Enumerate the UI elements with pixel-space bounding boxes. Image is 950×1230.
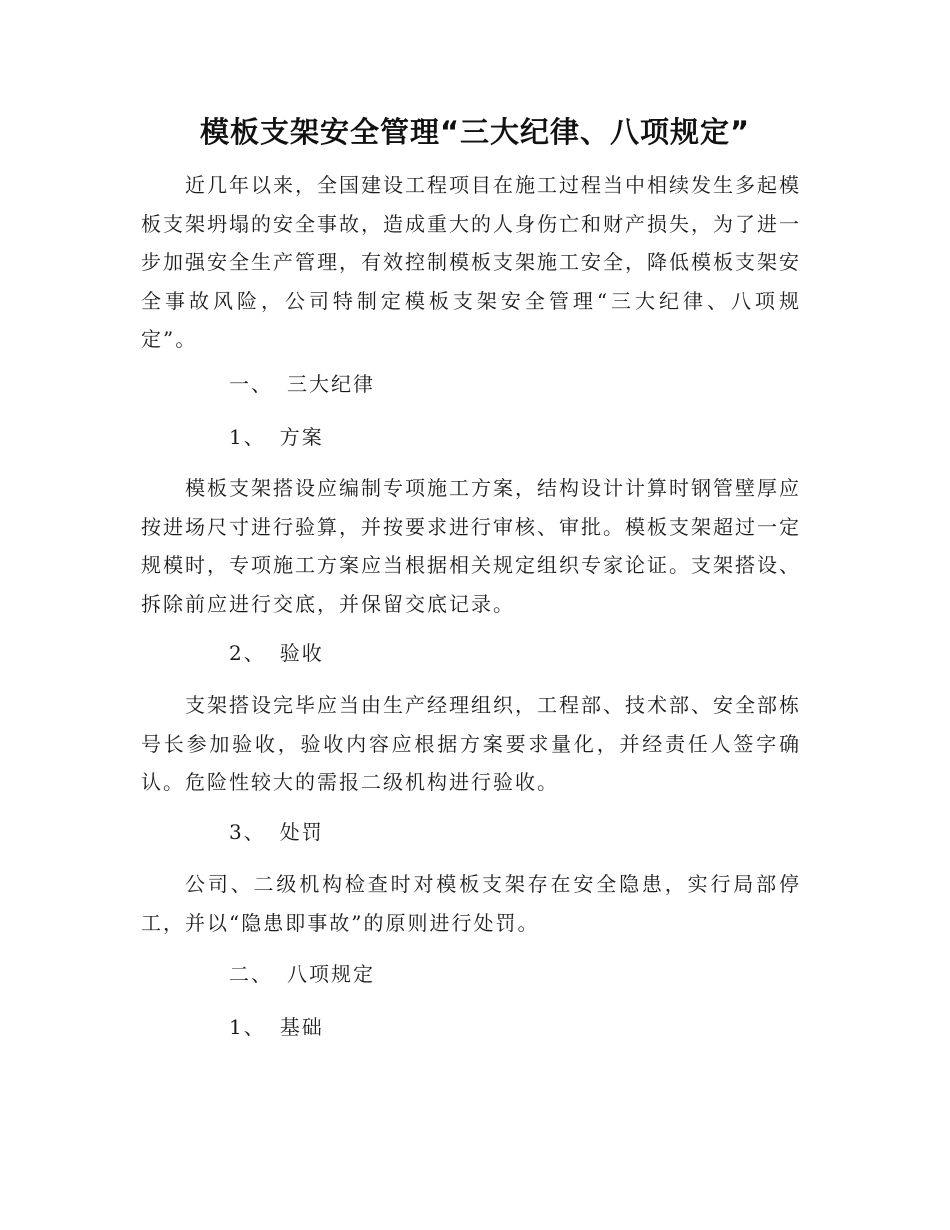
subsection-heading-plan <box>141 418 801 456</box>
section-title: 八项规定 <box>287 962 375 986</box>
section-title: 三大纪律 <box>287 372 375 396</box>
subsection-title: 方案 <box>279 425 324 449</box>
document-title: 模板支架安全管理“三大纪律、八项规定” <box>199 115 751 149</box>
section-heading-discipline <box>141 365 801 403</box>
section-number: 二、 <box>229 962 273 986</box>
subsection-number: 2、 <box>229 641 266 665</box>
subsection-title: 处罚 <box>279 820 324 844</box>
intro-paragraph: 近几年以来，全国建设工程项目在施工过程当中相续发生多起模板支架坍塌的安全事故，造成重大的人身伤亡和财产损失，为了进一步加强安全生产管理，有效控制模板支架施工安全，降低模板支架安全事故风险，公司特制定模板支架安全管理“三大纪律、八项规定”。 <box>141 173 801 351</box>
acceptance-paragraph: 支架搭设完毕应当由生产经理组织，工程部、技术部、安全部栋号长参加验收，验收内容应根据方案要求量化，并经责任人签字确认。危险性较大的需报二级机构进行验收。 <box>141 693 801 794</box>
subsection-heading-foundation <box>141 1008 801 1046</box>
subsection-title: 基础 <box>279 1015 324 1039</box>
subsection-number: 1、 <box>229 425 266 449</box>
subsection-heading-acceptance <box>141 634 801 672</box>
subsection-heading-penalty <box>141 813 801 851</box>
plan-paragraph: 模板支架搭设应编制专项施工方案，结构设计计算时钢管壁厚应按进场尺寸进行验算，并按要求进行审核、审批。模板支架超过一定规模时，专项施工方案应当根据相关规定组织专家论证。支架搭设、拆除前应进行交底，并保留交底记录。 <box>141 476 801 616</box>
penalty-paragraph: 公司、二级机构检查时对模板支架存在安全隐患，实行局部停工，并以“隐患即事故”的原则进行处罚。 <box>141 872 801 935</box>
subsection-number: 1、 <box>229 1015 266 1039</box>
subsection-number: 3、 <box>229 820 266 844</box>
section-heading-regulations <box>141 955 801 993</box>
subsection-title: 验收 <box>279 641 324 665</box>
section-number: 一、 <box>229 372 273 396</box>
